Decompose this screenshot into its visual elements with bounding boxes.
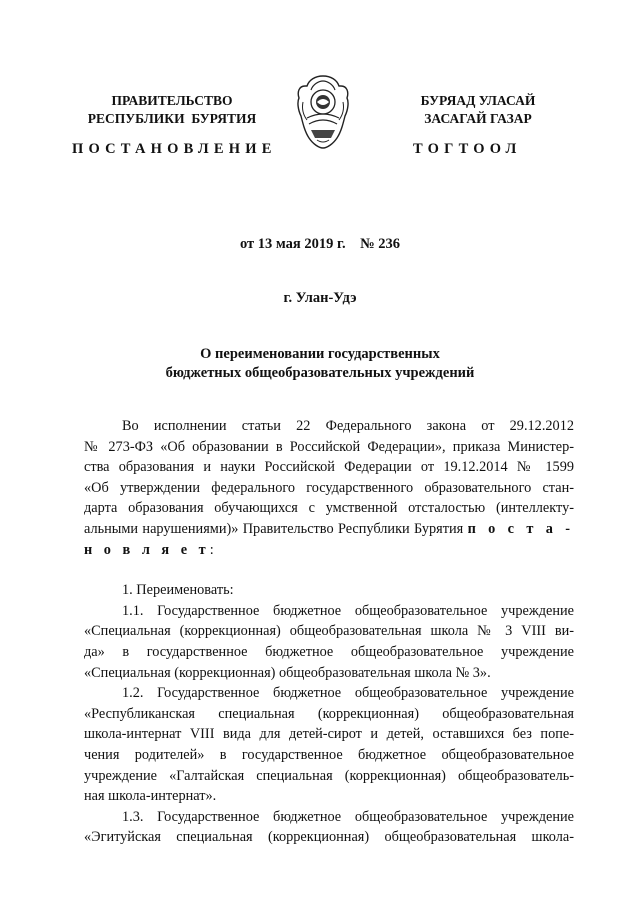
preamble-line: Во исполнении статьи 22 Федерального закона от 29.12.2012 (122, 418, 574, 434)
page-title (60, 345, 580, 383)
doc-type-ru: ПОСТАНОВЛЕНИЕ (72, 141, 277, 157)
issuer-bua-line2: ЗАСАГАЙ ГАЗАР (424, 111, 532, 126)
preamble-text: альными нарушениями)» Правительство Республики Бурятия (84, 520, 468, 537)
item-1-2-line: учреждение «Галтайская специальная (коррекционная) общеобразователь- (84, 767, 574, 784)
item-1-3-line: 1.3. Государственное бюджетное общеобразовательное учреждение (122, 808, 574, 825)
item-1-1-line: 1.1. Государственное бюджетное общеобразовательное учреждение (122, 602, 574, 619)
title-line2: бюджетных общеобразовательных учреждений (165, 365, 475, 381)
coat-of-arms-icon (295, 72, 351, 150)
preamble-line (84, 540, 574, 561)
item-1-2-line: 1.2. Государственное бюджетное общеобразовательное учреждение (122, 685, 574, 702)
preamble-line: дарта образования обучающихся с умственной отсталостью (интеллекту- (84, 500, 574, 517)
preamble-line (84, 519, 574, 540)
item-1-2-line: «Республиканская специальная (коррекционная) общеобразовательная (84, 705, 574, 722)
issuer-ru (72, 92, 272, 128)
doc-type-bua: ТОГТООЛ (413, 141, 522, 157)
issuer-ru-line1: ПРАВИТЕЛЬСТВО (111, 93, 233, 108)
item-1-2-line: школа-интернат VIII вида для детей-сирот и детей, оставшихся без попе- (84, 726, 574, 743)
item-1: 1. Переименовать: (122, 582, 234, 599)
item-1-1-line: «Специальная (коррекционная) общеобразовательная школа № 3 VIII ви- (84, 623, 574, 640)
title-line1: О переименовании государственных (200, 346, 440, 362)
item-1-2-line: чения родителей» в государственное бюджетное общеобразовательное (84, 746, 574, 763)
issuer-ru-line2: РЕСПУБЛИКИ БУРЯТИЯ (87, 111, 257, 126)
preamble-line: ства образования и науки Российской Федерации от 19.12.2014 № 1599 (84, 459, 574, 476)
issuer-bua-line1: БУРЯАД УЛАСАЙ (420, 93, 536, 108)
preamble-line: «Об утверждении федерального государственного образовательного стан- (84, 479, 574, 496)
item-1-3-line: «Эгитуйская специальная (коррекционная) общеобразовательная школа- (84, 829, 574, 846)
issuer-bua (378, 92, 578, 128)
date-number: от 13 мая 2019 г. № 236 (239, 236, 401, 252)
city: г. Улан-Удэ (283, 290, 357, 306)
spaced-verb: н о в л я е т (84, 541, 210, 558)
body-text (84, 416, 574, 848)
preamble-line: № 273-ФЗ «Об образовании в Российской Федерации», приказа Министер- (84, 438, 574, 455)
preamble-colon: : (209, 541, 214, 558)
item-1-2-line: ная школа-интернат». (84, 788, 217, 805)
item-1-1-line: да» в государственное бюджетное общеобразовательное учреждение (84, 643, 574, 660)
item-1-1-line: «Специальная (коррекционная) общеобразовательная школа № 3». (84, 664, 491, 681)
spaced-verb: п о с т а - (467, 520, 574, 537)
